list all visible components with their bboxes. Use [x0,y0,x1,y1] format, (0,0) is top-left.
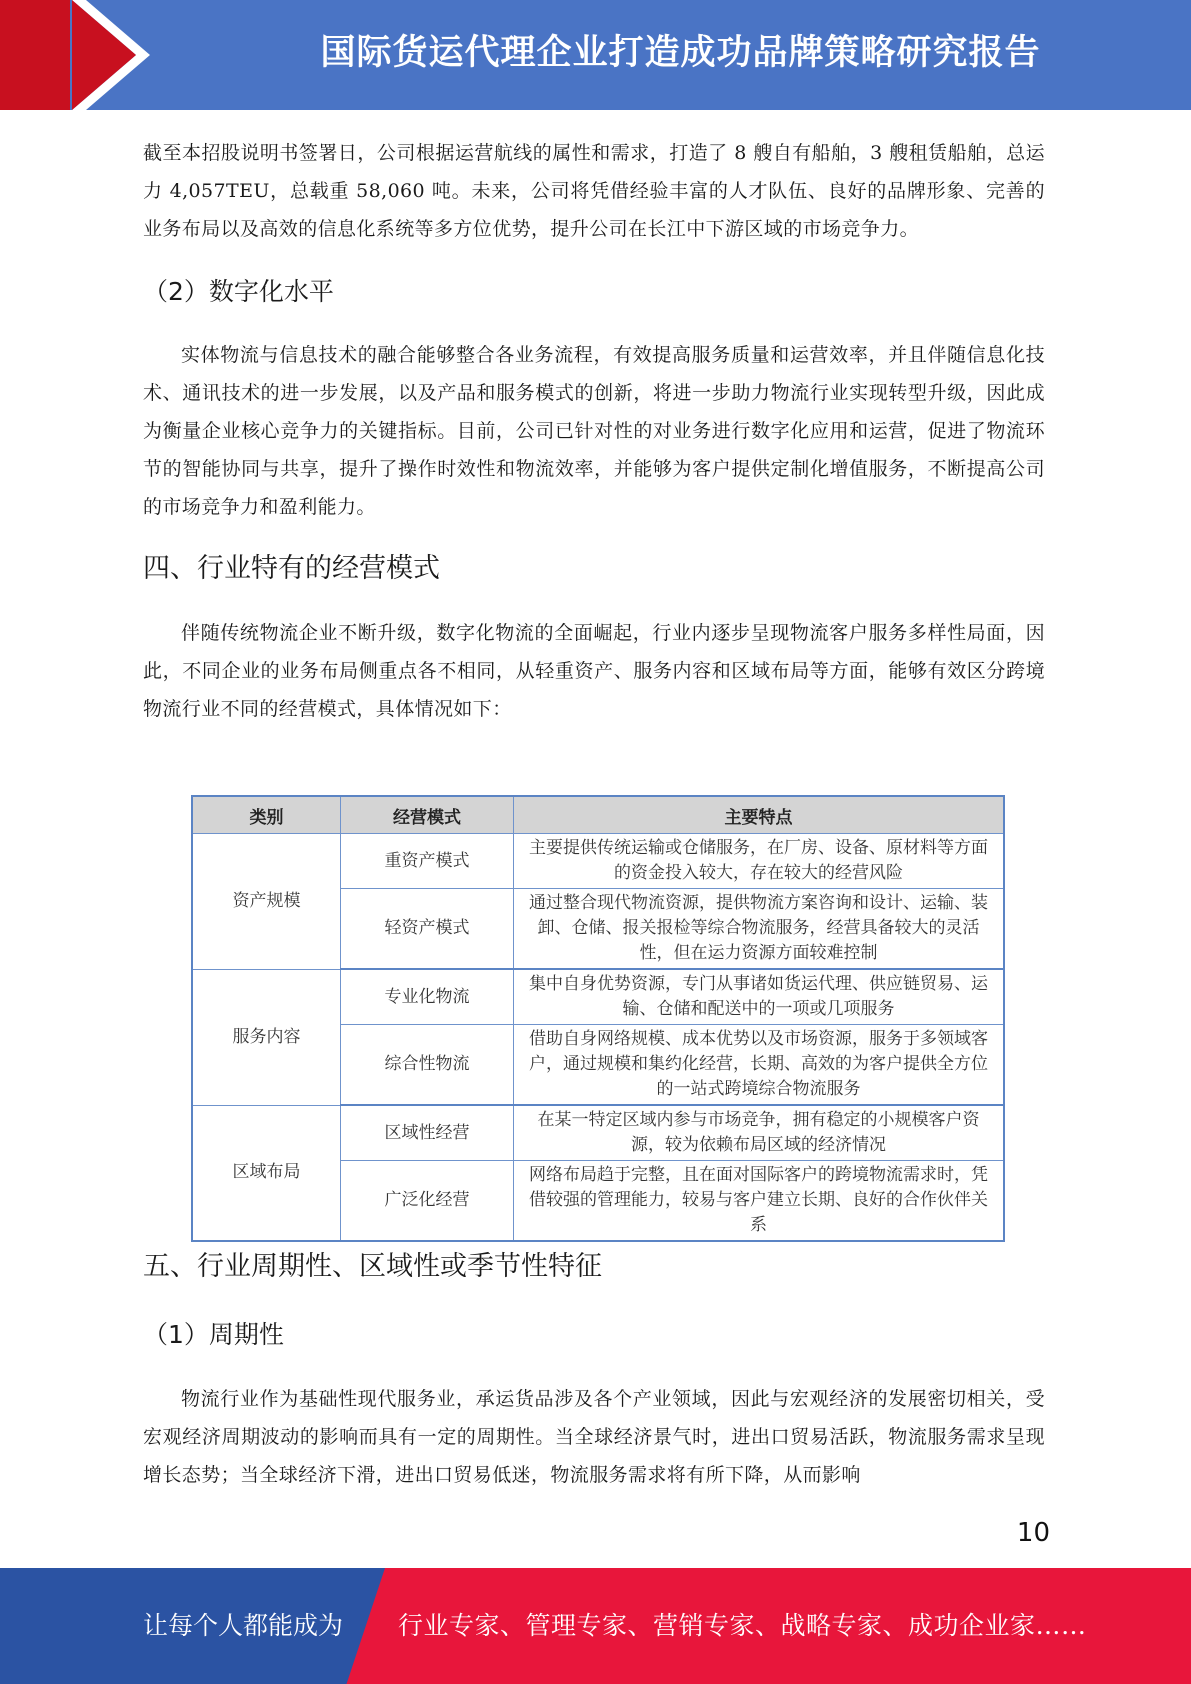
section-heading-4: 四、行业特有的经营模式 [143,553,440,584]
header-chevron-decoration [72,0,152,110]
table-cell-category: 资产规模 [192,834,341,970]
report-title: 国际货运代理企业打造成功品牌策略研究报告 [320,33,1041,73]
table-row [192,969,1004,1025]
table-cell-category: 区域布局 [192,1105,341,1241]
table-cell-mode: 广泛化经营 [341,1161,514,1242]
paragraph-cycle: 物流行业作为基础性现代服务业，承运货品涉及各个产业领域，因此与宏观经济的发展密切相关，受宏观经济周期波动的影响而具有一定的周期性。当全球经济景气时，进出口贸易活跃，物流服务需求呈现增长态势；当全球经济下滑，进出口贸易低迷，物流服务需求将有所下降，从而影响 [143,1388,1045,1486]
table-cell-feature: 网络布局趋于完整，且在面对国际客户的跨境物流需求时，凭借较强的管理能力，较易与客户建立长期、良好的合作伙伴关系 [514,1161,1005,1242]
table-cell-category: 服务内容 [192,969,341,1105]
page-number: 10 [1016,1518,1050,1548]
table-cell-mode: 区域性经营 [341,1105,514,1161]
table-cell-mode: 综合性物流 [341,1025,514,1106]
table-cell-feature: 在某一特定区域内参与市场竞争，拥有稳定的小规模客户资源，较为依赖布局区域的经济情况 [514,1105,1005,1161]
table-cell-feature: 集中自身优势资源，专门从事诸如货运代理、供应链贸易、运输、仓储和配送中的一项或几项服务 [514,969,1005,1025]
paragraph-intro: 截至本招股说明书签署日，公司根据运营航线的属性和需求，打造了 8 艘自有船舶，3 艘租赁船舶，总运力 4,057TEU，总载重 58,060 吨。未来，公司将凭借经验丰富的人才队伍、良好的品牌形象、完善的业务布局以及高效的信息化系统等多方位优势，提升公司在长江中下游区域的市场竞争力。 [143,142,1045,240]
page-footer [0,1568,1191,1684]
paragraph-digital: 实体物流与信息技术的融合能够整合各业务流程，有效提高服务质量和运营效率，并且伴随信息化技术、通讯技术的进一步发展，以及产品和服务模式的创新，将进一步助力物流行业实现转型升级，因此成为衡量企业核心竞争力的关键指标。目前，公司已针对性的对业务进行数字化应用和运营，促进了物流环节的智能协同与共享，提升了操作时效性和物流效率，并能够为客户提供定制化增值服务，不断提高公司的市场竞争力和盈利能力。 [143,344,1045,518]
footer-slogan-left: 让每个人都能成为 [143,1611,344,1640]
table-header-category: 类别 [192,796,341,834]
page-content [143,134,1045,728]
subheading-digital: （2）数字化水平 [143,277,334,306]
table-row [192,834,1004,889]
table-cell-feature: 通过整合现代物流资源，提供物流方案咨询和设计、运输、装卸、仓储、报关报检等综合物流服务，经营具备较大的灵活性，但在运力资源方面较难控制 [514,889,1005,970]
table-header-features: 主要特点 [514,796,1005,834]
subheading-cycle: （1）周期性 [143,1320,284,1349]
section-heading-5: 五、行业周期性、区域性或季节性特征 [143,1251,602,1282]
page-content-lower [143,1242,1045,1494]
business-mode-table [191,795,1005,1242]
table-cell-feature: 借助自身网络规模、成本优势以及市场资源，服务于多领域客户，通过规模和集约化经营，长期、高效的为客户提供全方位的一站式跨境综合物流服务 [514,1025,1005,1106]
table-header-row [192,796,1004,834]
table-header-mode: 经营模式 [341,796,514,834]
footer-slogan-right: 行业专家、管理专家、营销专家、战略专家、成功企业家…… [398,1611,1087,1640]
table-cell-mode: 专业化物流 [341,969,514,1025]
business-mode-table-wrap [191,795,1005,1242]
table-cell-mode: 重资产模式 [341,834,514,889]
page-header [0,0,1191,110]
paragraph-business-modes: 伴随传统物流企业不断升级，数字化物流的全面崛起，行业内逐步呈现物流客户服务多样性局面，因此，不同企业的业务布局侧重点各不相同，从轻重资产、服务内容和区域布局等方面，能够有效区分跨境物流行业不同的经营模式，具体情况如下： [143,622,1045,720]
table-cell-mode: 轻资产模式 [341,889,514,970]
header-red-block [0,0,70,110]
table-row [192,1105,1004,1161]
table-cell-feature: 主要提供传统运输或仓储服务，在厂房、设备、原材料等方面的资金投入较大，存在较大的经营风险 [514,834,1005,889]
